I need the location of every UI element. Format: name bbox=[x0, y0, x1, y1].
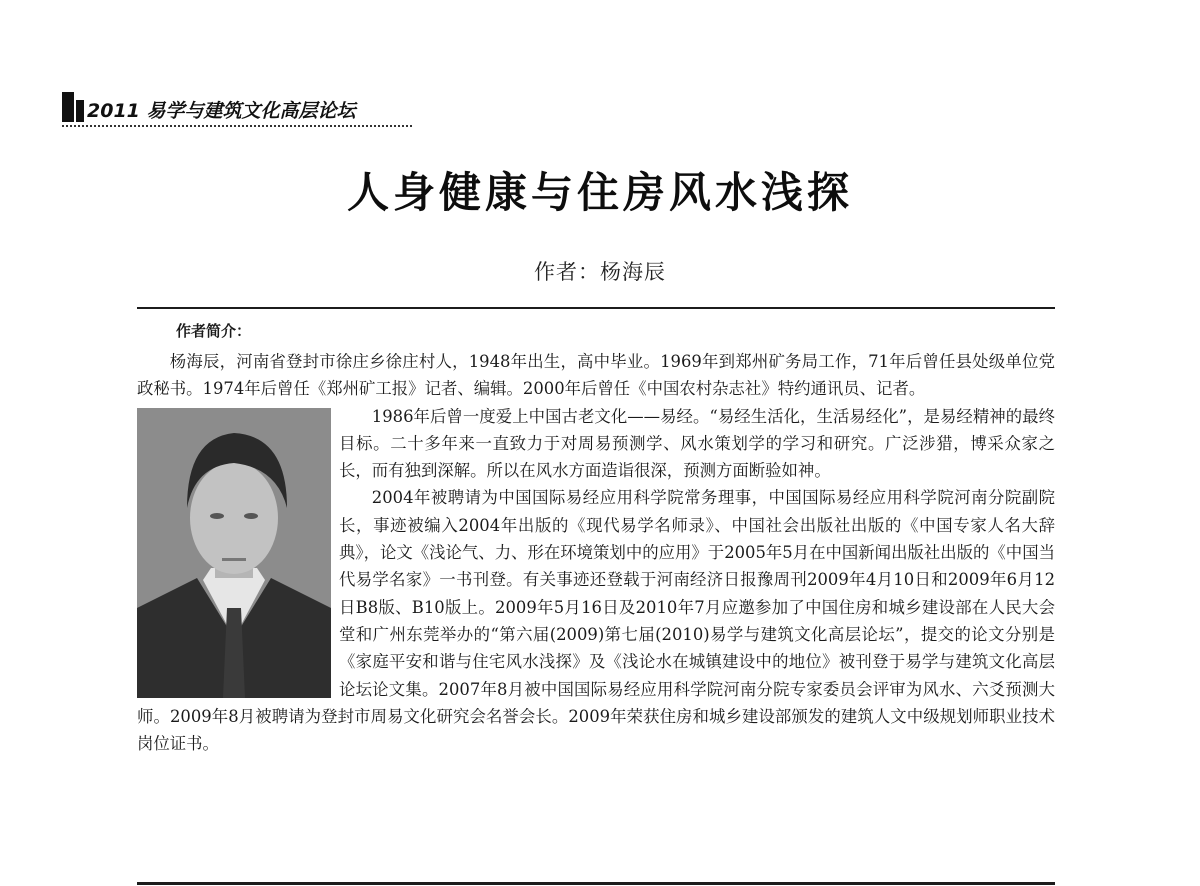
article-title: 人身健康与住房风水浅探 bbox=[346, 168, 853, 217]
header-logo-icon bbox=[62, 92, 84, 122]
running-header bbox=[62, 88, 412, 127]
bio-paragraph-2: 1986年后曾一度爱上中国古老文化——易经。“易经生活化，生活易经化”，是易经精神的最终目标。二十多年来一直致力于对周易预测学、风水策划学的学习和研究。广泛涉猎，博采众家之长，而有独到深解。所以在风水方面造诣很深，预测方面断验如神。 bbox=[339, 406, 1055, 481]
running-header-text: 2011 易学与建筑文化高层论坛 bbox=[87, 100, 356, 122]
author-byline: 作者：杨海辰 bbox=[534, 260, 666, 284]
author-intro-heading: 作者简介： bbox=[176, 322, 252, 340]
divider-bottom bbox=[137, 882, 1055, 885]
author-photo bbox=[137, 408, 331, 698]
bio-paragraph-3: 2004年被聘请为中国国际易经应用科学院常务理事，中国国际易经应用科学院河南分院副院长，事迹被编入2004年出版的《现代易学名师录》、中国社会出版社出版的《中国专家人名大辞典》，论文《浅论气、力、形在环境策划中的应用》于2005年5月在中国新闻出版社出版的《中国当代易学名家》一书刊登。有关事迹还登载于河南经济日报豫周刊2009年4月10日和2009年6月12日B8版、B10版上。2009年5月16日及2010年7月应邀参加了中国住房和城乡建设部在人民大会堂和广州东莞举办的“第六届(2009)第七届(2010)易学与建筑文化高层论坛”，提交的论文分别是《家庭平安和谐与住宅风水浅探》及《浅论水在城镇建设中的地位》被刊登于易学与建筑文化高层论坛论文集。2007年8月被中国国际易经应用科学院河南分院专家委员会评审为风水、六爻预测大师。2009年8月被聘请为登封市周易文化研究会名誉会长。2009年荣获住房和城乡建设部颁发的建筑人文中级规划师职业技术岗位证书。 bbox=[137, 488, 1055, 754]
divider-top bbox=[137, 307, 1055, 309]
portrait-image-icon bbox=[137, 408, 331, 698]
bio-paragraph-1: 杨海辰，河南省登封市徐庄乡徐庄村人，1948年出生，高中毕业。1969年到郑州矿务局工作，71年后曾任县处级单位党政秘书。1974年后曾任《郑州矿工报》记者、编辑。2000年后曾任《中国农村杂志社》特约通讯员、记者。 bbox=[137, 352, 1055, 399]
author-bio bbox=[137, 348, 1055, 757]
